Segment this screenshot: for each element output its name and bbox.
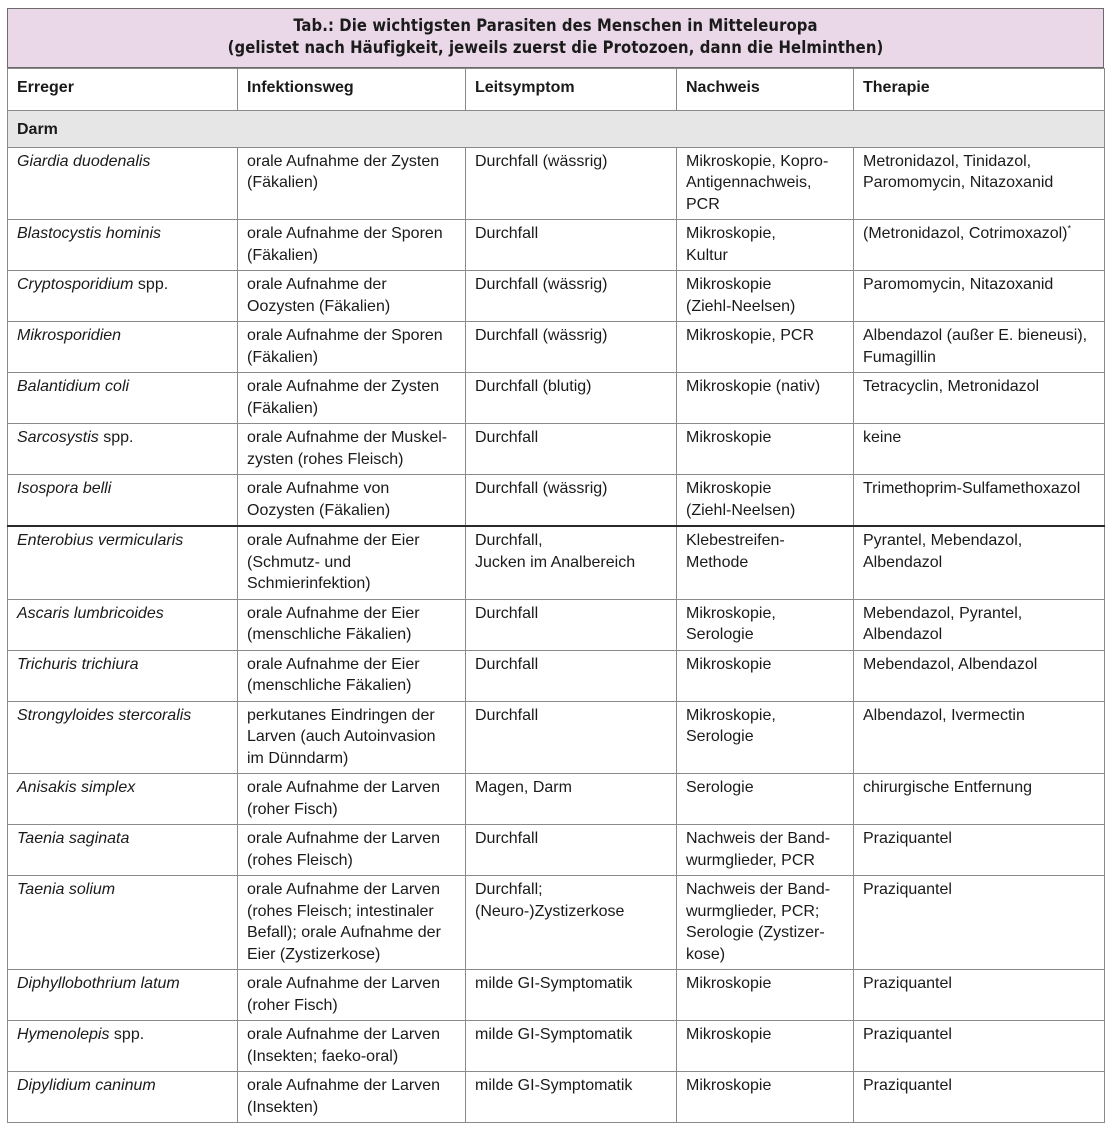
- nachweis-cell: [677, 825, 854, 876]
- cell-line: Nachweis der Band-: [686, 830, 831, 847]
- cell-line-text: (Metronidazol, Cotrimoxazol): [863, 225, 1068, 242]
- infektionsweg-cell: [238, 475, 466, 527]
- cell-line: Oozysten (Fäkalien): [247, 501, 391, 519]
- therapie-cell: [854, 701, 1105, 774]
- cell-line: milde GI-Symptomatik: [475, 1026, 633, 1043]
- cell-line: perkutanes Eindringen der: [247, 706, 435, 724]
- therapie-cell: [854, 424, 1105, 475]
- infektionsweg-cell: [238, 424, 466, 475]
- cell-line: (roher Fisch): [247, 996, 338, 1014]
- cell-line: milde GI-Symptomatik: [475, 1077, 633, 1094]
- leitsymptom-cell: [466, 475, 677, 527]
- cell-line: (Fäkalien): [247, 399, 319, 417]
- organism-name: Taenia solium: [17, 881, 116, 898]
- table-title-box: [7, 8, 1104, 68]
- nachweis-cell: [677, 650, 854, 701]
- table-row: [8, 825, 1105, 876]
- nachweis-cell: [677, 599, 854, 650]
- cell-line: Serologie: [686, 626, 754, 643]
- cell-line: Methode: [686, 553, 749, 571]
- cell-line: (Schmutz- und: [247, 553, 352, 571]
- cell-line: orale Aufnahme der Larven: [247, 975, 441, 992]
- table-row: [8, 475, 1105, 527]
- nachweis-cell: [677, 373, 854, 424]
- nachweis-cell: [677, 220, 854, 271]
- therapie-cell: [854, 271, 1105, 322]
- cell-line: orale Aufnahme der Larven: [247, 881, 441, 898]
- nachweis-cell: [677, 701, 854, 774]
- nachweis-cell: [677, 147, 854, 220]
- cell-line: orale Aufnahme der Larven: [247, 1026, 441, 1043]
- therapie-cell: [854, 825, 1105, 876]
- infektionsweg-cell: [238, 774, 466, 825]
- cell-line: Mikroskopie: [686, 1026, 772, 1043]
- column-header-nachweis: Nachweis: [677, 69, 854, 111]
- cell-line: Durchfall: [475, 655, 539, 673]
- nachweis-cell: [677, 1021, 854, 1072]
- cell-line: (roher Fisch): [247, 800, 338, 818]
- table-row: [8, 220, 1105, 271]
- cell-line: orale Aufnahme der Zysten: [247, 152, 440, 170]
- table-row: [8, 526, 1105, 599]
- parasite-table: [7, 68, 1105, 1123]
- cell-line: Paromomycin, Nitazoxanid: [863, 276, 1054, 293]
- organism-name: Dipylidium caninum: [17, 1077, 156, 1094]
- cell-line: Magen, Darm: [475, 779, 572, 796]
- cell-line: (Ziehl-Neelsen): [686, 501, 796, 519]
- infektionsweg-cell: [238, 825, 466, 876]
- cell-line: (menschliche Fäkalien): [247, 626, 412, 643]
- organism-name: Giardia duodenalis: [17, 152, 151, 170]
- cell-line: wurmglieder, PCR: [686, 851, 815, 869]
- therapie-cell: [854, 373, 1105, 424]
- therapie-cell: [854, 650, 1105, 701]
- organism-name: Cryptosporidium: [17, 276, 134, 293]
- cell-line: Durchfall: [475, 429, 539, 446]
- infektionsweg-cell: [238, 599, 466, 650]
- erreger-cell: [8, 271, 238, 322]
- cell-line: Durchfall,: [475, 532, 543, 549]
- cell-line: im Dünndarm): [247, 749, 349, 767]
- table-row: [8, 701, 1105, 774]
- erreger-cell: [8, 599, 238, 650]
- table-row: [8, 970, 1105, 1021]
- cell-line: Mikroskopie, Kopro-: [686, 152, 829, 170]
- infektionsweg-cell: [238, 1021, 466, 1072]
- cell-line: Metronidazol, Tinidazol,: [863, 152, 1032, 170]
- erreger-cell: [8, 825, 238, 876]
- cell-line: (rohes Fleisch): [247, 851, 353, 869]
- cell-line: Albendazol (außer E. bieneusi),: [863, 327, 1088, 344]
- cell-line: Albendazol, Ivermectin: [863, 706, 1025, 724]
- cell-line: Praziquantel: [863, 830, 952, 847]
- cell-line: orale Aufnahme der Eier: [247, 655, 420, 673]
- organism-name: Blastocystis hominis: [17, 225, 162, 242]
- cell-line: orale Aufnahme der Eier: [247, 604, 420, 622]
- nachweis-cell: [677, 322, 854, 373]
- organism-suffix: spp.: [109, 1026, 145, 1043]
- infektionsweg-cell: [238, 650, 466, 701]
- cell-line: kose): [686, 945, 726, 963]
- leitsymptom-cell: [466, 147, 677, 220]
- erreger-cell: [8, 220, 238, 271]
- organism-name: Diphyllobothrium latum: [17, 975, 180, 992]
- infektionsweg-cell: [238, 147, 466, 220]
- therapie-cell: [854, 322, 1105, 373]
- therapie-cell: [854, 774, 1105, 825]
- organism-suffix: spp.: [98, 429, 134, 446]
- cell-line: Mikroskopie, PCR: [686, 327, 815, 344]
- erreger-cell: [8, 526, 238, 599]
- table-subtitle: (gelistet nach Häufigkeit, jeweils zuerst die Protozoen, dann die Helminthen): [227, 38, 884, 57]
- cell-line: Serologie: [686, 728, 754, 745]
- cell-line: Schmierinfektion): [247, 575, 371, 592]
- organism-name: Sarcosystis: [17, 429, 99, 446]
- cell-line: Durchfall (wässrig): [475, 327, 608, 344]
- erreger-cell: [8, 147, 238, 220]
- leitsymptom-cell: [466, 424, 677, 475]
- infektionsweg-cell: [238, 271, 466, 322]
- erreger-cell: [8, 475, 238, 527]
- cell-line: Praziquantel: [863, 1026, 952, 1043]
- leitsymptom-cell: [466, 774, 677, 825]
- table-row: [8, 774, 1105, 825]
- nachweis-cell: [677, 526, 854, 599]
- erreger-cell: [8, 424, 238, 475]
- table-row: [8, 599, 1105, 650]
- cell-line: Larven (auch Autoinvasion: [247, 728, 436, 745]
- cell-line: orale Aufnahme der Zysten: [247, 378, 440, 395]
- nachweis-cell: [677, 1072, 854, 1123]
- organism-name: Anisakis simplex: [17, 779, 136, 796]
- cell-line: Tetracyclin, Metronidazol: [863, 378, 1040, 395]
- cell-line: chirurgische Entfernung: [863, 779, 1032, 796]
- cell-line: Trimethoprim-Sulfamethoxazol: [863, 480, 1081, 497]
- cell-line: (Insekten; faeko-oral): [247, 1047, 399, 1065]
- organism-suffix: spp.: [133, 276, 169, 293]
- cell-line: orale Aufnahme der Sporen: [247, 225, 443, 242]
- table-row: [8, 1021, 1105, 1072]
- leitsymptom-cell: [466, 876, 677, 970]
- organism-name: Strongyloides stercoralis: [17, 706, 192, 724]
- erreger-cell: [8, 774, 238, 825]
- column-header-infektionsweg: Infektionsweg: [238, 69, 466, 111]
- table-row: [8, 271, 1105, 322]
- cell-line: Fumagillin: [863, 348, 936, 366]
- cell-line: Mikroskopie,: [686, 706, 776, 724]
- therapie-cell: [854, 970, 1105, 1021]
- column-header-erreger: Erreger: [8, 69, 238, 111]
- cell-line: Durchfall (wässrig): [475, 152, 608, 170]
- leitsymptom-cell: [466, 1072, 677, 1123]
- leitsymptom-cell: [466, 650, 677, 701]
- cell-line: (rohes Fleisch; intestinaler: [247, 902, 434, 920]
- cell-line: orale Aufnahme der Larven: [247, 830, 441, 847]
- table-row: [8, 1072, 1105, 1123]
- cell-line: Durchfall (blutig): [475, 378, 592, 395]
- infektionsweg-cell: [238, 526, 466, 599]
- therapie-cell: [854, 599, 1105, 650]
- cell-line: [863, 223, 1095, 245]
- cell-line: milde GI-Symptomatik: [475, 975, 633, 992]
- nachweis-cell: [677, 876, 854, 970]
- leitsymptom-cell: [466, 701, 677, 774]
- section-label: Darm: [8, 111, 1105, 148]
- cell-line: (Neuro-)Zystizerkose: [475, 902, 625, 920]
- cell-line: Mikroskopie: [686, 276, 772, 293]
- cell-line: Serologie (Zystizer-: [686, 924, 825, 941]
- therapie-cell: [854, 1021, 1105, 1072]
- cell-line: Durchfall;: [475, 881, 543, 898]
- therapie-cell: [854, 1072, 1105, 1123]
- cell-line: Durchfall: [475, 604, 539, 622]
- organism-name: Hymenolepis: [17, 1026, 110, 1043]
- erreger-cell: [8, 1072, 238, 1123]
- therapie-cell: [854, 475, 1105, 527]
- nachweis-cell: [677, 424, 854, 475]
- cell-line: (Fäkalien): [247, 174, 319, 191]
- cell-line: Durchfall: [475, 225, 539, 242]
- cell-line: (Ziehl-Neelsen): [686, 297, 796, 315]
- cell-line: orale Aufnahme der: [247, 276, 387, 293]
- footnote-marker: *: [1067, 223, 1072, 234]
- cell-line: Mikroskopie,: [686, 225, 776, 242]
- cell-line: orale Aufnahme der Larven: [247, 779, 441, 796]
- leitsymptom-cell: [466, 599, 677, 650]
- infektionsweg-cell: [238, 373, 466, 424]
- infektionsweg-cell: [238, 701, 466, 774]
- cell-line: Durchfall: [475, 830, 539, 847]
- cell-line: Praziquantel: [863, 975, 952, 992]
- cell-line: Eier (Zystizerkose): [247, 945, 381, 963]
- cell-line: Durchfall: [475, 706, 539, 724]
- cell-line: Paromomycin, Nitazoxanid: [863, 174, 1054, 191]
- organism-name: Isospora belli: [17, 480, 112, 497]
- erreger-cell: [8, 876, 238, 970]
- organism-name: Mikrosporidien: [17, 327, 122, 344]
- cell-line: Praziquantel: [863, 1077, 952, 1094]
- column-header-leitsymptom: Leitsymptom: [466, 69, 677, 111]
- column-header-therapie: Therapie: [854, 69, 1105, 111]
- leitsymptom-cell: [466, 1021, 677, 1072]
- table-row: [8, 147, 1105, 220]
- cell-line: orale Aufnahme von: [247, 480, 390, 497]
- cell-line: Kultur: [686, 246, 728, 264]
- erreger-cell: [8, 1021, 238, 1072]
- cell-line: (menschliche Fäkalien): [247, 677, 412, 694]
- header-row: [8, 69, 1105, 111]
- infektionsweg-cell: [238, 220, 466, 271]
- cell-line: Oozysten (Fäkalien): [247, 297, 391, 315]
- organism-name: Enterobius vermicularis: [17, 532, 184, 549]
- nachweis-cell: [677, 970, 854, 1021]
- table-row: [8, 322, 1105, 373]
- infektionsweg-cell: [238, 876, 466, 970]
- nachweis-cell: [677, 475, 854, 527]
- infektionsweg-cell: [238, 322, 466, 373]
- cell-line: Praziquantel: [863, 881, 952, 898]
- cell-line: Albendazol: [863, 553, 943, 571]
- erreger-cell: [8, 701, 238, 774]
- cell-line: Antigennachweis,: [686, 174, 812, 191]
- cell-line: orale Aufnahme der Muskel-: [247, 429, 448, 446]
- cell-line: PCR: [686, 195, 720, 213]
- cell-line: Mikroskopie (nativ): [686, 378, 821, 395]
- cell-line: Mebendazol, Albendazol: [863, 655, 1038, 673]
- cell-line: Nachweis der Band-: [686, 881, 831, 898]
- cell-line: keine: [863, 429, 902, 446]
- therapie-cell: [854, 220, 1105, 271]
- leitsymptom-cell: [466, 825, 677, 876]
- leitsymptom-cell: [466, 220, 677, 271]
- infektionsweg-cell: [238, 970, 466, 1021]
- organism-name: Trichuris trichiura: [17, 655, 139, 673]
- organism-name: Ascaris lumbricoides: [17, 604, 164, 622]
- leitsymptom-cell: [466, 373, 677, 424]
- cell-line: Mikroskopie: [686, 480, 772, 497]
- table-row: [8, 876, 1105, 970]
- erreger-cell: [8, 373, 238, 424]
- cell-line: (Fäkalien): [247, 348, 319, 366]
- organism-name: Taenia saginata: [17, 830, 130, 847]
- cell-line: orale Aufnahme der Eier: [247, 532, 420, 549]
- leitsymptom-cell: [466, 970, 677, 1021]
- table-row: [8, 650, 1105, 701]
- cell-line: Mikroskopie: [686, 429, 772, 446]
- table-title: Tab.: Die wichtigsten Parasiten des Menschen in Mitteleuropa: [293, 16, 818, 35]
- organism-name: Balantidium coli: [17, 378, 130, 395]
- cell-line: zysten (rohes Fleisch): [247, 450, 404, 468]
- infektionsweg-cell: [238, 1072, 466, 1123]
- erreger-cell: [8, 650, 238, 701]
- parasite-table-figure: [7, 8, 1104, 1123]
- therapie-cell: [854, 876, 1105, 970]
- leitsymptom-cell: [466, 526, 677, 599]
- cell-line: Befall); orale Aufnahme der: [247, 924, 441, 941]
- cell-line: orale Aufnahme der Larven: [247, 1077, 441, 1094]
- cell-line: wurmglieder, PCR;: [686, 902, 820, 920]
- cell-line: Mebendazol, Pyrantel,: [863, 604, 1023, 622]
- cell-line: Mikroskopie: [686, 975, 772, 992]
- leitsymptom-cell: [466, 322, 677, 373]
- cell-line: (Insekten): [247, 1098, 319, 1116]
- cell-line: Jucken im Analbereich: [475, 553, 636, 571]
- nachweis-cell: [677, 271, 854, 322]
- cell-line: Durchfall (wässrig): [475, 480, 608, 497]
- table-row: [8, 373, 1105, 424]
- table-row: [8, 424, 1105, 475]
- erreger-cell: [8, 322, 238, 373]
- nachweis-cell: [677, 774, 854, 825]
- cell-line: Klebestreifen-: [686, 532, 785, 549]
- cell-line: Serologie: [686, 779, 754, 796]
- erreger-cell: [8, 970, 238, 1021]
- cell-line: Mikroskopie,: [686, 604, 776, 622]
- cell-line: Mikroskopie: [686, 1077, 772, 1094]
- cell-line: orale Aufnahme der Sporen: [247, 327, 443, 344]
- cell-line: Albendazol: [863, 626, 943, 643]
- cell-line: Mikroskopie: [686, 655, 772, 673]
- section-row: [8, 111, 1105, 148]
- therapie-cell: [854, 147, 1105, 220]
- leitsymptom-cell: [466, 271, 677, 322]
- cell-line: Pyrantel, Mebendazol,: [863, 532, 1023, 549]
- cell-line: (Fäkalien): [247, 246, 319, 264]
- cell-line: Durchfall (wässrig): [475, 276, 608, 293]
- therapie-cell: [854, 526, 1105, 599]
